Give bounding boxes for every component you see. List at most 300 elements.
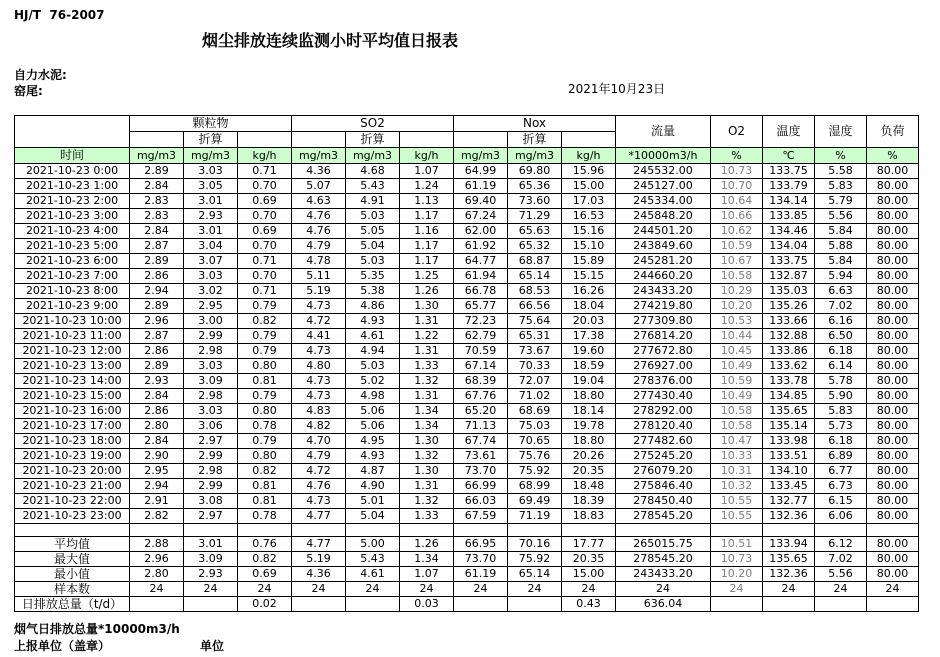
value-cell: 3.03 <box>184 359 238 374</box>
value-cell: 5.79 <box>815 194 867 209</box>
value-cell: 20.26 <box>562 449 616 464</box>
value-cell: 20.03 <box>562 314 616 329</box>
summary-label: 平均值 <box>15 537 130 552</box>
value-cell: 16.26 <box>562 284 616 299</box>
value-cell: 67.74 <box>454 434 508 449</box>
spacer-row <box>15 524 919 537</box>
time-cell: 2021-10-23 19:00 <box>15 449 130 464</box>
value-cell <box>454 524 508 537</box>
header-units-row <box>15 148 919 164</box>
value-cell: 65.20 <box>454 404 508 419</box>
value-cell: 5.73 <box>815 419 867 434</box>
value-cell: 10.20 <box>711 299 763 314</box>
value-cell: 80.00 <box>867 479 919 494</box>
value-cell: 2.97 <box>184 509 238 524</box>
value-cell: 7.02 <box>815 299 867 314</box>
value-cell: 0.82 <box>238 314 292 329</box>
value-cell: 4.70 <box>292 434 346 449</box>
value-cell: 1.31 <box>400 479 454 494</box>
value-cell: 72.23 <box>454 314 508 329</box>
value-cell: 3.03 <box>184 164 238 179</box>
value-cell: 4.76 <box>292 479 346 494</box>
value-cell: 2.98 <box>184 389 238 404</box>
value-cell: 133.86 <box>763 344 815 359</box>
unit-cell: mg/m3 <box>346 148 400 164</box>
company-label: 自力水泥: <box>14 68 67 82</box>
value-cell: 10.58 <box>711 269 763 284</box>
time-header-spacer <box>15 116 130 148</box>
summary-row <box>15 582 919 597</box>
value-cell: 10.62 <box>711 224 763 239</box>
value-cell: 24 <box>616 582 711 597</box>
value-cell: 73.70 <box>454 464 508 479</box>
value-cell: 134.46 <box>763 224 815 239</box>
value-cell: 4.79 <box>292 449 346 464</box>
value-cell: 80.00 <box>867 389 919 404</box>
table-row <box>15 314 919 329</box>
time-cell: 2021-10-23 23:00 <box>15 509 130 524</box>
value-cell: 0.69 <box>238 567 292 582</box>
time-cell: 2021-10-23 15:00 <box>15 389 130 404</box>
table-row <box>15 284 919 299</box>
value-cell: 2.88 <box>130 537 184 552</box>
value-cell: 80.00 <box>867 404 919 419</box>
value-cell: 1.22 <box>400 329 454 344</box>
value-cell: 4.73 <box>292 374 346 389</box>
value-cell: 19.04 <box>562 374 616 389</box>
value-cell: 4.61 <box>346 329 400 344</box>
value-cell: 5.94 <box>815 269 867 284</box>
value-cell: 0.78 <box>238 509 292 524</box>
value-cell: 2.93 <box>130 374 184 389</box>
value-cell: 2.89 <box>130 299 184 314</box>
value-cell: 4.76 <box>292 224 346 239</box>
value-cell <box>292 597 346 612</box>
value-cell: 10.29 <box>711 284 763 299</box>
value-cell: 1.26 <box>400 537 454 552</box>
value-cell: 135.65 <box>763 552 815 567</box>
value-cell: 4.73 <box>292 494 346 509</box>
value-cell: 6.12 <box>815 537 867 552</box>
value-cell: 1.07 <box>400 164 454 179</box>
value-cell: 135.14 <box>763 419 815 434</box>
value-cell: 0.81 <box>238 479 292 494</box>
value-cell: 73.70 <box>454 552 508 567</box>
value-cell: 3.02 <box>184 284 238 299</box>
time-cell: 2021-10-23 4:00 <box>15 224 130 239</box>
summary-label: 样本数 <box>15 582 130 597</box>
value-cell: 62.79 <box>454 329 508 344</box>
header-humidity: 湿度 <box>815 116 867 148</box>
value-cell: 10.58 <box>711 419 763 434</box>
time-cell: 2021-10-23 3:00 <box>15 209 130 224</box>
table-row <box>15 404 919 419</box>
value-cell: 80.00 <box>867 224 919 239</box>
value-cell: 80.00 <box>867 494 919 509</box>
value-cell: 19.60 <box>562 344 616 359</box>
value-cell: 61.92 <box>454 239 508 254</box>
value-cell: 133.75 <box>763 164 815 179</box>
value-cell: 10.32 <box>711 479 763 494</box>
value-cell: 75.92 <box>508 552 562 567</box>
value-cell: 134.14 <box>763 194 815 209</box>
table-row <box>15 374 919 389</box>
value-cell: 0.70 <box>238 179 292 194</box>
value-cell: 10.53 <box>711 314 763 329</box>
value-cell: 10.70 <box>711 179 763 194</box>
value-cell: 133.75 <box>763 254 815 269</box>
header-cell-blank <box>292 132 346 148</box>
time-cell: 2021-10-23 17:00 <box>15 419 130 434</box>
value-cell: 68.39 <box>454 374 508 389</box>
value-cell: 2.80 <box>130 567 184 582</box>
value-cell: 0.79 <box>238 389 292 404</box>
value-cell: 6.77 <box>815 464 867 479</box>
value-cell: 6.15 <box>815 494 867 509</box>
value-cell: 1.31 <box>400 314 454 329</box>
value-cell: 0.70 <box>238 209 292 224</box>
value-cell: 1.30 <box>400 434 454 449</box>
value-cell: 80.00 <box>867 314 919 329</box>
time-cell: 2021-10-23 0:00 <box>15 164 130 179</box>
value-cell: 2.84 <box>130 179 184 194</box>
value-cell: 4.79 <box>292 239 346 254</box>
header-cell-blank <box>454 132 508 148</box>
value-cell <box>184 597 238 612</box>
value-cell: 2.94 <box>130 284 184 299</box>
value-cell: 0.03 <box>400 597 454 612</box>
footer-report-unit-label: 上报单位（盖章） <box>14 639 111 653</box>
value-cell: 0.80 <box>238 404 292 419</box>
value-cell: 1.31 <box>400 389 454 404</box>
value-cell: 6.89 <box>815 449 867 464</box>
value-cell <box>815 524 867 537</box>
unit-cell: kg/h <box>562 148 616 164</box>
summary-row <box>15 567 919 582</box>
value-cell: 133.45 <box>763 479 815 494</box>
value-cell: 5.03 <box>346 359 400 374</box>
value-cell: 243433.20 <box>616 567 711 582</box>
value-cell: 4.82 <box>292 419 346 434</box>
time-cell: 2021-10-23 21:00 <box>15 479 130 494</box>
value-cell: 2.86 <box>130 344 184 359</box>
value-cell: 4.91 <box>346 194 400 209</box>
value-cell: 10.47 <box>711 434 763 449</box>
time-cell: 2021-10-23 20:00 <box>15 464 130 479</box>
unit-cell: mg/m3 <box>454 148 508 164</box>
value-cell <box>508 524 562 537</box>
value-cell: 71.02 <box>508 389 562 404</box>
value-cell: 133.79 <box>763 179 815 194</box>
value-cell: 5.02 <box>346 374 400 389</box>
value-cell: 2.93 <box>184 209 238 224</box>
value-cell: 5.83 <box>815 404 867 419</box>
value-cell: 2.80 <box>130 419 184 434</box>
value-cell <box>346 597 400 612</box>
value-cell: 2.98 <box>184 464 238 479</box>
unit-cell: kg/h <box>400 148 454 164</box>
value-cell: 5.11 <box>292 269 346 284</box>
table-row <box>15 269 919 284</box>
value-cell: 1.30 <box>400 299 454 314</box>
footer-unit-label: 单位 <box>200 639 225 653</box>
value-cell: 10.59 <box>711 374 763 389</box>
table-row <box>15 239 919 254</box>
value-cell: 2.95 <box>184 299 238 314</box>
value-cell: 18.80 <box>562 389 616 404</box>
value-cell: 4.80 <box>292 359 346 374</box>
value-cell: 134.10 <box>763 464 815 479</box>
value-cell: 66.95 <box>454 537 508 552</box>
value-cell: 1.16 <box>400 224 454 239</box>
value-cell: 0.80 <box>238 449 292 464</box>
value-cell: 5.84 <box>815 254 867 269</box>
value-cell: 15.15 <box>562 269 616 284</box>
value-cell: 278545.20 <box>616 552 711 567</box>
unit-cell: *10000m3/h <box>616 148 711 164</box>
value-cell: 4.63 <box>292 194 346 209</box>
value-cell: 5.43 <box>346 552 400 567</box>
value-cell: 5.19 <box>292 284 346 299</box>
summary-label: 最小值 <box>15 567 130 582</box>
value-cell: 133.94 <box>763 537 815 552</box>
value-cell: 61.19 <box>454 567 508 582</box>
value-cell: 69.80 <box>508 164 562 179</box>
table-row <box>15 449 919 464</box>
value-cell: 0.70 <box>238 269 292 284</box>
summary-label: 最大值 <box>15 552 130 567</box>
value-cell: 70.33 <box>508 359 562 374</box>
value-cell: 80.00 <box>867 359 919 374</box>
unit-cell: % <box>711 148 763 164</box>
value-cell: 24 <box>292 582 346 597</box>
value-cell: 80.00 <box>867 552 919 567</box>
value-cell: 19.78 <box>562 419 616 434</box>
value-cell: 4.93 <box>346 314 400 329</box>
value-cell: 64.99 <box>454 164 508 179</box>
value-cell: 10.49 <box>711 389 763 404</box>
value-cell: 3.00 <box>184 314 238 329</box>
value-cell: 5.43 <box>346 179 400 194</box>
value-cell: 0.43 <box>562 597 616 612</box>
value-cell: 62.00 <box>454 224 508 239</box>
value-cell: 80.00 <box>867 329 919 344</box>
value-cell: 71.19 <box>508 509 562 524</box>
value-cell: 66.56 <box>508 299 562 314</box>
value-cell: 80.00 <box>867 239 919 254</box>
value-cell: 65.77 <box>454 299 508 314</box>
value-cell: 6.16 <box>815 314 867 329</box>
value-cell: 132.87 <box>763 269 815 284</box>
value-cell: 4.78 <box>292 254 346 269</box>
report-table <box>14 115 919 612</box>
value-cell: 3.05 <box>184 179 238 194</box>
value-cell: 132.36 <box>763 509 815 524</box>
value-cell: 3.01 <box>184 537 238 552</box>
value-cell <box>867 524 919 537</box>
value-cell: 133.78 <box>763 374 815 389</box>
value-cell: 1.33 <box>400 359 454 374</box>
value-cell: 80.00 <box>867 179 919 194</box>
value-cell: 67.76 <box>454 389 508 404</box>
value-cell: 2.89 <box>130 254 184 269</box>
value-cell: 135.03 <box>763 284 815 299</box>
value-cell: 15.96 <box>562 164 616 179</box>
table-row <box>15 179 919 194</box>
value-cell: 6.06 <box>815 509 867 524</box>
value-cell: 80.00 <box>867 449 919 464</box>
header-so2-converted: 折算 <box>346 132 400 148</box>
value-cell: 17.77 <box>562 537 616 552</box>
value-cell: 7.02 <box>815 552 867 567</box>
time-cell: 2021-10-23 6:00 <box>15 254 130 269</box>
value-cell <box>562 524 616 537</box>
value-cell: 6.18 <box>815 344 867 359</box>
value-cell: 2.96 <box>130 552 184 567</box>
value-cell: 75.76 <box>508 449 562 464</box>
value-cell: 65.63 <box>508 224 562 239</box>
value-cell: 134.85 <box>763 389 815 404</box>
value-cell: 10.73 <box>711 552 763 567</box>
value-cell: 68.53 <box>508 284 562 299</box>
value-cell: 24 <box>346 582 400 597</box>
value-cell: 4.73 <box>292 344 346 359</box>
value-cell: 2.96 <box>130 314 184 329</box>
value-cell <box>454 597 508 612</box>
value-cell: 1.13 <box>400 194 454 209</box>
value-cell: 1.25 <box>400 269 454 284</box>
value-cell: 4.83 <box>292 404 346 419</box>
value-cell: 3.03 <box>184 404 238 419</box>
value-cell: 4.93 <box>346 449 400 464</box>
header-so2: SO2 <box>292 116 454 132</box>
summary-row <box>15 552 919 567</box>
value-cell: 2.95 <box>130 464 184 479</box>
value-cell <box>711 597 763 612</box>
value-cell: 135.65 <box>763 404 815 419</box>
value-cell: 4.77 <box>292 537 346 552</box>
time-cell: 2021-10-23 10:00 <box>15 314 130 329</box>
time-cell: 2021-10-23 2:00 <box>15 194 130 209</box>
header-cell-blank <box>400 132 454 148</box>
unit-cell: mg/m3 <box>508 148 562 164</box>
value-cell: 3.03 <box>184 269 238 284</box>
value-cell: 0.70 <box>238 239 292 254</box>
value-cell: 24 <box>867 582 919 597</box>
value-cell: 245334.00 <box>616 194 711 209</box>
page-title: 烟尘排放连续监测小时平均值日报表 <box>201 31 458 50</box>
value-cell: 15.00 <box>562 567 616 582</box>
value-cell: 0.02 <box>238 597 292 612</box>
table-row <box>15 389 919 404</box>
table-row <box>15 479 919 494</box>
value-cell: 0.71 <box>238 164 292 179</box>
value-cell: 4.36 <box>292 164 346 179</box>
value-cell: 65.31 <box>508 329 562 344</box>
time-cell: 2021-10-23 16:00 <box>15 404 130 419</box>
value-cell: 4.90 <box>346 479 400 494</box>
value-cell: 67.24 <box>454 209 508 224</box>
value-cell: 277482.60 <box>616 434 711 449</box>
value-cell: 134.04 <box>763 239 815 254</box>
value-cell: 80.00 <box>867 344 919 359</box>
value-cell: 10.67 <box>711 254 763 269</box>
value-cell: 18.04 <box>562 299 616 314</box>
value-cell: 2.89 <box>130 359 184 374</box>
value-cell: 278292.00 <box>616 404 711 419</box>
value-cell <box>238 524 292 537</box>
footer-flow-total-note: 烟气日排放总量*10000m3/h <box>14 622 180 636</box>
value-cell: 277309.80 <box>616 314 711 329</box>
header-cell-blank <box>238 132 292 148</box>
value-cell: 0.69 <box>238 224 292 239</box>
value-cell: 1.34 <box>400 404 454 419</box>
value-cell: 2.90 <box>130 449 184 464</box>
value-cell: 24 <box>454 582 508 597</box>
value-cell: 24 <box>763 582 815 597</box>
spacer-cell <box>15 524 130 537</box>
value-cell: 278120.40 <box>616 419 711 434</box>
value-cell: 18.39 <box>562 494 616 509</box>
header-cell-blank <box>130 132 184 148</box>
value-cell: 0.79 <box>238 434 292 449</box>
value-cell: 15.10 <box>562 239 616 254</box>
value-cell: 2.97 <box>184 434 238 449</box>
value-cell: 15.16 <box>562 224 616 239</box>
value-cell: 5.03 <box>346 254 400 269</box>
value-cell: 2.93 <box>184 567 238 582</box>
table-row <box>15 419 919 434</box>
value-cell: 5.83 <box>815 179 867 194</box>
value-cell <box>763 524 815 537</box>
value-cell: 80.00 <box>867 537 919 552</box>
value-cell <box>616 524 711 537</box>
unit-cell: % <box>815 148 867 164</box>
value-cell: 2.87 <box>130 239 184 254</box>
value-cell: 4.76 <box>292 209 346 224</box>
value-cell: 5.35 <box>346 269 400 284</box>
value-cell: 3.09 <box>184 552 238 567</box>
value-cell: 24 <box>562 582 616 597</box>
value-cell: 66.03 <box>454 494 508 509</box>
value-cell: 5.07 <box>292 179 346 194</box>
value-cell: 2.83 <box>130 209 184 224</box>
value-cell: 2.84 <box>130 224 184 239</box>
value-cell: 132.88 <box>763 329 815 344</box>
unit-cell: kg/h <box>238 148 292 164</box>
table-header <box>15 116 919 164</box>
value-cell: 18.80 <box>562 434 616 449</box>
value-cell: 133.51 <box>763 449 815 464</box>
table-row <box>15 464 919 479</box>
value-cell: 5.04 <box>346 509 400 524</box>
value-cell: 10.51 <box>711 537 763 552</box>
time-cell: 2021-10-23 11:00 <box>15 329 130 344</box>
value-cell: 71.29 <box>508 209 562 224</box>
value-cell: 66.78 <box>454 284 508 299</box>
value-cell: 5.38 <box>346 284 400 299</box>
value-cell: 5.00 <box>346 537 400 552</box>
value-cell: 132.77 <box>763 494 815 509</box>
value-cell: 68.69 <box>508 404 562 419</box>
time-cell: 2021-10-23 22:00 <box>15 494 130 509</box>
value-cell: 61.19 <box>454 179 508 194</box>
value-cell: 70.59 <box>454 344 508 359</box>
header-o2: O2 <box>711 116 763 148</box>
value-cell: 10.55 <box>711 494 763 509</box>
value-cell: 6.50 <box>815 329 867 344</box>
value-cell: 3.01 <box>184 194 238 209</box>
